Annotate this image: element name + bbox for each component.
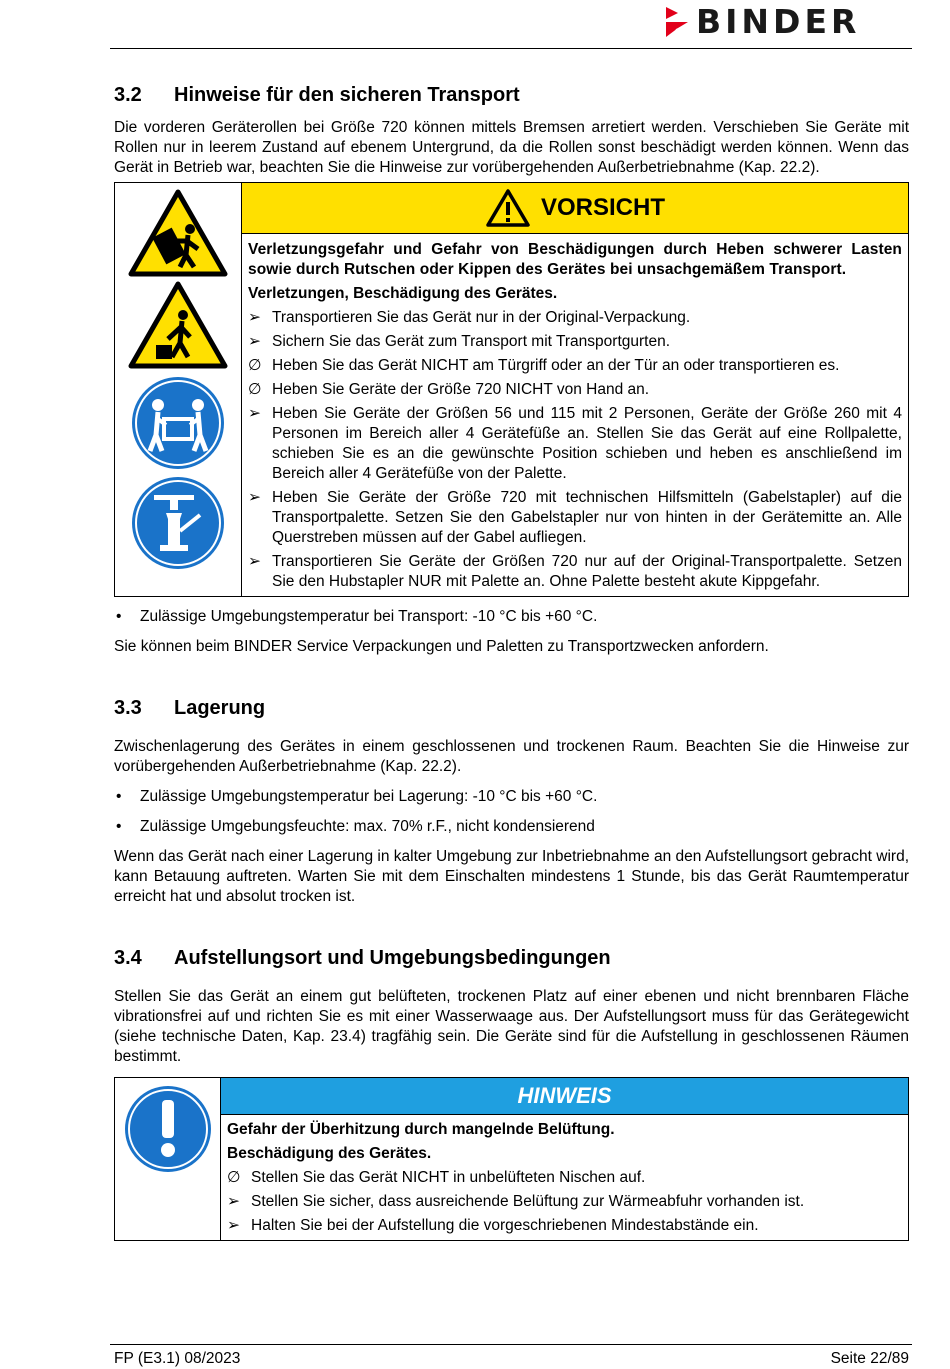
notice-hazard: Gefahr der Überhitzung durch mangelnde Belüftung. — [227, 1121, 615, 1138]
tipping-hazard-icon — [128, 189, 228, 277]
caution-consequence: Verletzungen, Beschädigung des Gerätes. — [248, 285, 558, 302]
instruction-item — [248, 404, 902, 484]
instruction-item — [248, 488, 902, 548]
arrow-mark-icon: ➢ — [227, 1217, 240, 1234]
caution-body — [242, 183, 908, 596]
instruction-item — [248, 552, 902, 592]
transport-temp-bullet: • Zulässige Umgebungstemperatur bei Transport: -10 °C bis +60 °C. — [116, 608, 598, 625]
caution-hazard: Verletzungsgefahr und Gefahr von Beschädigungen durch Heben schwerer Lasten sowie durch Rutschen oder Kippen des Gerätes bei unsachgemäßem Transport. — [248, 241, 902, 278]
instruction-item — [227, 1192, 902, 1212]
storage-bullet: • Zulässige Umgebungsfeuchte: max. 70% r.F., nicht kondensierend — [116, 818, 595, 835]
notice-label: HINWEIS — [517, 1083, 612, 1108]
binder-logo — [664, 4, 860, 40]
instruction-item — [248, 356, 902, 376]
caution-list — [248, 308, 902, 592]
service-note: Sie können beim BINDER Service Verpackungen und Paletten zu Transportzwecken anfordern. — [114, 638, 769, 655]
storage-bullet: • Zulässige Umgebungstemperatur bei Lagerung: -10 °C bis +60 °C. — [116, 788, 598, 805]
instruction-text: Heben Sie das Gerät NICHT am Türgriff oder an der Tür an oder transportieren es. — [272, 357, 840, 374]
instruction-text: Sichern Sie das Gerät zum Transport mit Transportgurten. — [272, 333, 671, 350]
instruction-item — [227, 1216, 902, 1236]
footer-doc-ref: FP (E3.1) 08/2023 — [114, 1350, 241, 1367]
notice-body — [221, 1078, 908, 1240]
instruction-item — [248, 380, 902, 400]
prohibition-mark-icon: ∅ — [227, 1169, 241, 1186]
transport-intro: Die vorderen Geräterollen bei Größe 720 können mittels Bremsen arretiert werden. Verschieben Sie Geräte mit Rollen nur in leerem Zustand auf ebenem Untergrund, da die Rollen sonst beschädigt werden können. Wenn das Gerät in Betrieb war, beachten Sie die Hinweise zur vorübergehenden Außerbetriebnahme (Kap. 22.2). — [114, 119, 909, 176]
instruction-item — [248, 332, 902, 352]
arrow-mark-icon: ➢ — [227, 1193, 240, 1210]
notice-box — [114, 1077, 909, 1241]
notice-icons — [115, 1078, 221, 1240]
footer-divider — [110, 1344, 912, 1345]
brand-name: BINDER — [696, 2, 861, 41]
arrow-mark-icon: ➢ — [248, 553, 261, 570]
warning-triangle-icon — [485, 188, 531, 228]
section-heading-transport: 3.2 Hinweise für den sicheren Transport — [114, 84, 520, 106]
caution-label: VORSICHT — [540, 194, 665, 221]
instruction-text: Heben Sie Geräte der Größe 720 NICHT von Hand an. — [272, 381, 650, 398]
header-divider — [110, 48, 912, 49]
instruction-text: Heben Sie Geräte der Größen 56 und 115 mit 2 Personen, Geräte der Größe 260 mit 4 Personen im Bereich aller 4 Gerätefüße an. Stellen Sie das Gerät auf eine Rollpalette, schieben Sie es an die gewünschte Position schieben und heben es anschließend im Bereich aller 4 Gerätefüße von der Palette. — [272, 405, 902, 482]
instruction-text: Halten Sie bei der Aufstellung die vorgeschriebenen Mindestabstände ein. — [251, 1217, 759, 1234]
mandatory-notice-icon — [123, 1084, 213, 1174]
instruction-text: Heben Sie Geräte der Größe 720 mit technischen Hilfsmitteln (Gabelstapler) auf die Transportpalette. Setzen Sie den Gabelstapler nur von hinten in der Gerätemitte an. Alle Querstreben müssen auf der Gabel aufliegen. — [272, 489, 902, 546]
arrow-mark-icon: ➢ — [248, 309, 261, 326]
instruction-text: Stellen Sie sicher, dass ausreichende Belüftung zur Wärmeabfuhr vorhanden ist. — [251, 1193, 805, 1210]
prohibition-mark-icon: ∅ — [248, 357, 262, 374]
instruction-text: Stellen Sie das Gerät NICHT in unbelüfteten Nischen auf. — [251, 1169, 646, 1186]
storage-note: Wenn das Gerät nach einer Lagerung in kalter Umgebung zur Inbetriebnahme an den Aufstellungsort gebracht wird, kann Betauung auftreten. Warten Sie mit dem Einschalten mindestens 1 Stunde, bis das Gerät Raumtemperatur erreicht hat und absolut trocken ist. — [114, 848, 910, 905]
instruction-item — [227, 1168, 902, 1188]
caution-icons — [115, 183, 242, 596]
notice-consequence: Beschädigung des Gerätes. — [227, 1145, 432, 1162]
section-heading-storage: 3.3 Lagerung — [114, 697, 266, 719]
caution-box — [114, 182, 909, 597]
arrow-mark-icon: ➢ — [248, 489, 261, 506]
binder-logo-icon — [664, 7, 690, 37]
notice-banner — [221, 1078, 908, 1115]
instruction-item — [248, 308, 902, 328]
footer-page-number: Seite 22/89 — [830, 1350, 909, 1367]
instruction-text: Transportieren Sie Geräte der Größen 720 nur auf der Original-Transportpalette. Setzen Sie den Hubstapler NUR mit Palette an. Ohne Palette besteht akute Kippgefahr. — [272, 553, 902, 590]
two-person-lift-icon — [130, 375, 226, 471]
lifting-equipment-icon — [130, 475, 226, 571]
installation-intro: Stellen Sie das Gerät an einem gut belüfteten, trockenen Platz auf einer ebenen und nicht brennbaren Fläche vibrationsfrei auf und richten Sie es mit einer Wasserwaage aus. Der Aufstellungsort muss für das Gerätegewicht (siehe technische Daten, Kap. 23.4) tragfähig sein. Die Geräte sind für die Aufstellung in geschlossenen Räumen bestimmt. — [114, 988, 909, 1065]
arrow-mark-icon: ➢ — [248, 333, 261, 350]
section-heading-installation: 3.4 Aufstellungsort und Umgebungsbedingungen — [114, 947, 611, 969]
notice-list — [227, 1168, 902, 1236]
arrow-mark-icon: ➢ — [248, 405, 261, 422]
heavy-load-hazard-icon — [128, 281, 228, 371]
storage-intro: Zwischenlagerung des Gerätes in einem geschlossenen und trockenen Raum. Beachten Sie die Hinweise zur vorübergehenden Außerbetriebnahme (Kap. 22.2). — [114, 738, 909, 775]
instruction-text: Transportieren Sie das Gerät nur in der Original-Verpackung. — [272, 309, 691, 326]
page-content — [114, 80, 909, 1241]
prohibition-mark-icon: ∅ — [248, 381, 262, 398]
caution-banner — [242, 183, 908, 234]
